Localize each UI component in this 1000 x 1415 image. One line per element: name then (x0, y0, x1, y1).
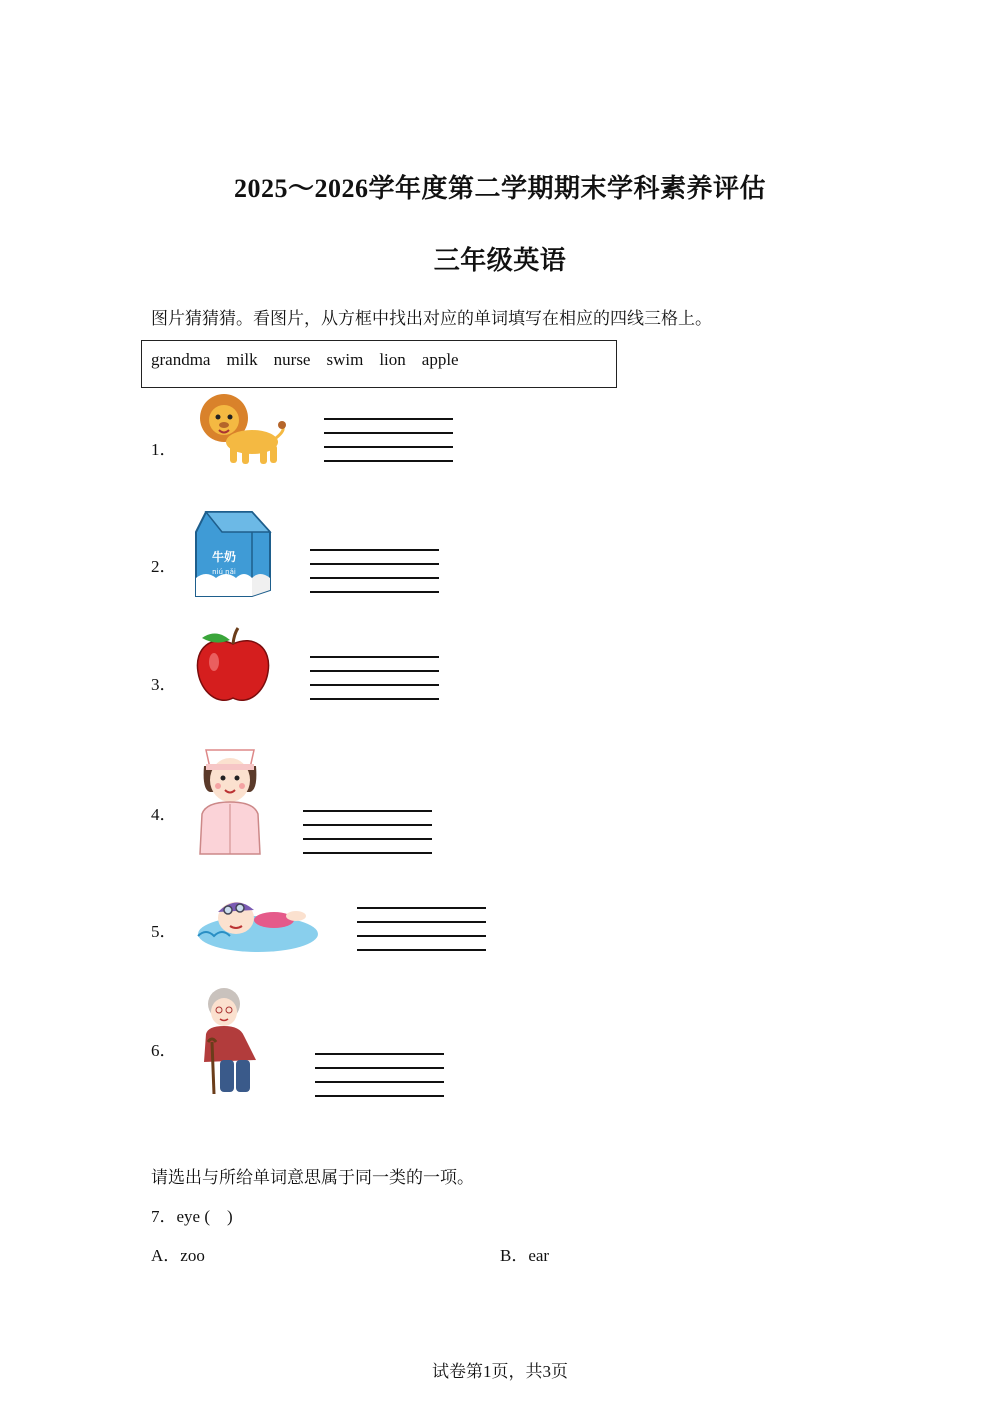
page-footer: 试卷第1页，共3页 (432, 1362, 568, 1381)
answer-lines-6[interactable] (315, 1053, 444, 1097)
swimmer-icon (192, 888, 320, 956)
grandma-icon (194, 986, 264, 1100)
page-subtitle: 三年级英语 (433, 246, 567, 276)
question-number: 4． (151, 805, 177, 824)
word-bank-item: lion (379, 350, 406, 369)
word-bank-item: apple (421, 350, 459, 369)
answer-lines-4[interactable] (303, 810, 432, 854)
section1-instruction: 图片猜猜猜。看图片，从方框中找出对应的单词填写在相应的四线三格上。 (151, 309, 712, 329)
nurse-icon (192, 742, 268, 860)
answer-lines-2[interactable] (310, 549, 439, 593)
question-number: 6． (151, 1041, 177, 1060)
milk-carton-icon (192, 508, 274, 598)
word-bank-item: nurse (273, 350, 311, 369)
page-title (0, 168, 1000, 205)
title-years: 2025～2026 (233, 174, 369, 203)
question-number: 3． (151, 675, 177, 694)
answer-lines-1[interactable] (324, 418, 453, 462)
option-a[interactable]: A．zoo (151, 1246, 205, 1265)
option-b[interactable]: B．ear (500, 1246, 550, 1265)
word-bank-item: milk (226, 350, 258, 369)
carton-label: 牛奶 (211, 550, 237, 564)
apple-icon (192, 626, 274, 706)
word-bank-item: swim (326, 350, 364, 369)
question-number: 5． (151, 922, 177, 941)
word-bank-item: grandma (151, 350, 211, 369)
answer-lines-3[interactable] (310, 656, 439, 700)
question-number: 2． (151, 557, 177, 576)
word-bank (151, 350, 459, 370)
title-text: 学年度第二学期期末学科素养评估 (368, 174, 767, 204)
carton-pinyin: niú nǎi (212, 568, 236, 576)
answer-lines-5[interactable] (357, 907, 486, 951)
question-7: 7．eye ( ) (151, 1207, 233, 1226)
lion-icon (190, 390, 290, 468)
section2-instruction: 请选出与所给单词意思属于同一类的一项。 (151, 1168, 474, 1188)
question-number: 1． (151, 440, 177, 459)
